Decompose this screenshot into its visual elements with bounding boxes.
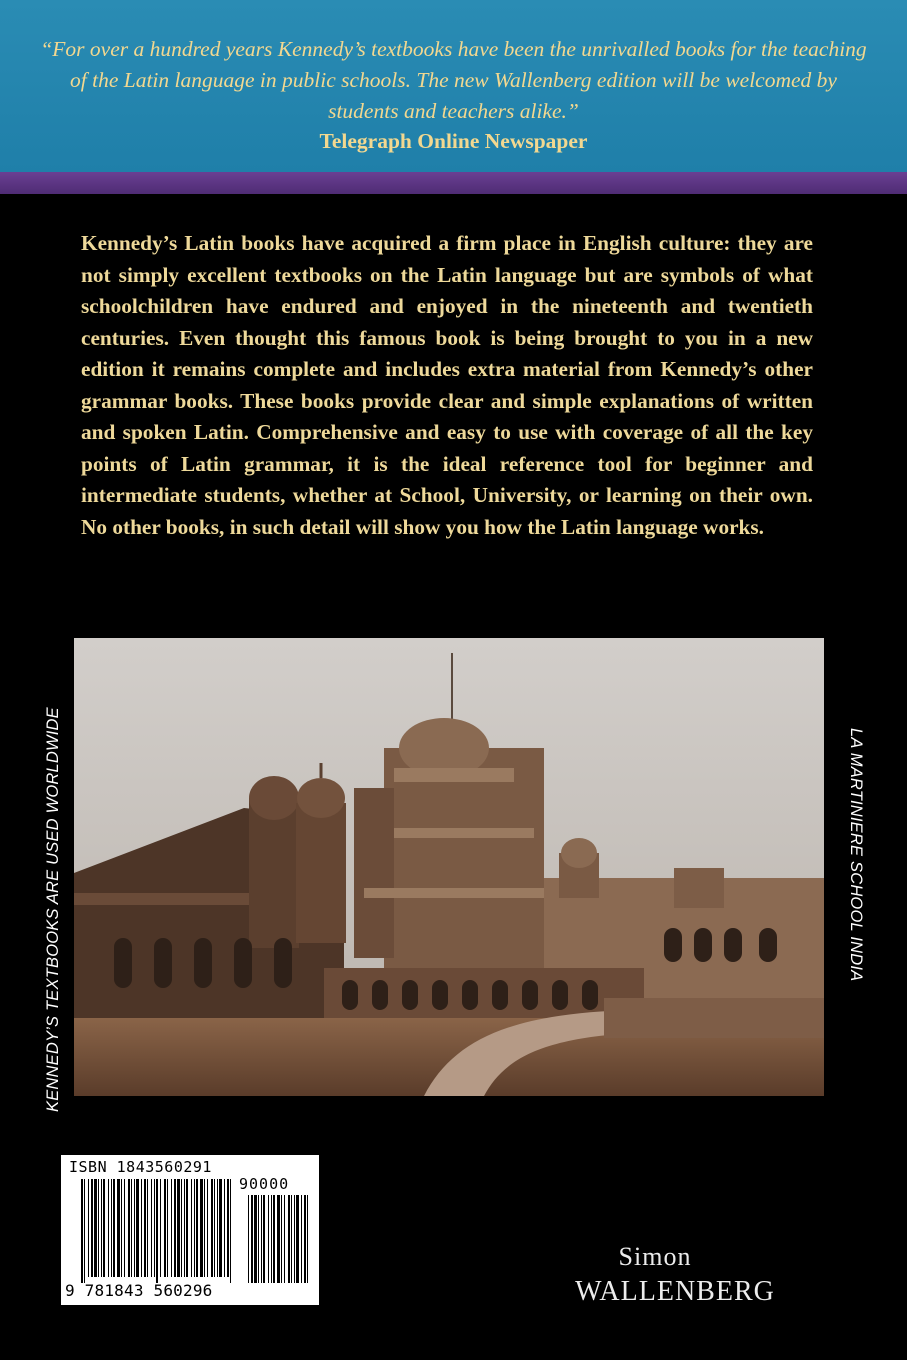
- building-illustration: [74, 638, 824, 1096]
- author-last-name: WALLENBERG: [575, 1276, 775, 1307]
- side-caption-left: KENNEDY’S TEXTBOOKS ARE USED WORLDWIDE: [44, 707, 62, 1112]
- ean-digits: 9 781843 560296: [65, 1281, 213, 1300]
- isbn-barcode: [61, 1155, 319, 1305]
- author-first-name: Simon: [618, 1242, 692, 1271]
- divider-stripe: [0, 172, 907, 194]
- book-description: Kennedy’s Latin books have acquired a firm place in English culture: they are not simply excellent textbooks on the Latin language but are symbols of what schoolchildren have endured and enjoyed in the nineteenth and twentieth centuries. Even thought this famous book is being brought to you in a new edition it remains complete and includes extra material from Kennedy’s other grammar books. These books provide clear and simple explanations of written and spoken Latin. Comprehensive and easy to use with coverage of all the key points of Latin grammar, it is the ideal reference tool for beginner and intermediate students, whether at School, University, or learning on their own. No other books, in such detail will show you how the Latin language works.: [81, 231, 813, 539]
- school-building-photo: [74, 638, 824, 1096]
- isbn-label: ISBN 1843560291: [69, 1158, 212, 1176]
- photo-caption: LA MARTINIERE SCHOOL INDIA: [847, 728, 865, 982]
- quote-attribution: Telegraph Online Newspaper: [319, 129, 588, 153]
- price-code: 90000: [239, 1175, 290, 1193]
- review-quote: “For over a hundred years Kennedy’s textbooks have been the unrivalled books for the teaching of the Latin language in public schools. The new Wallenberg edition will be welcomed by students and teachers alike.”: [40, 37, 867, 123]
